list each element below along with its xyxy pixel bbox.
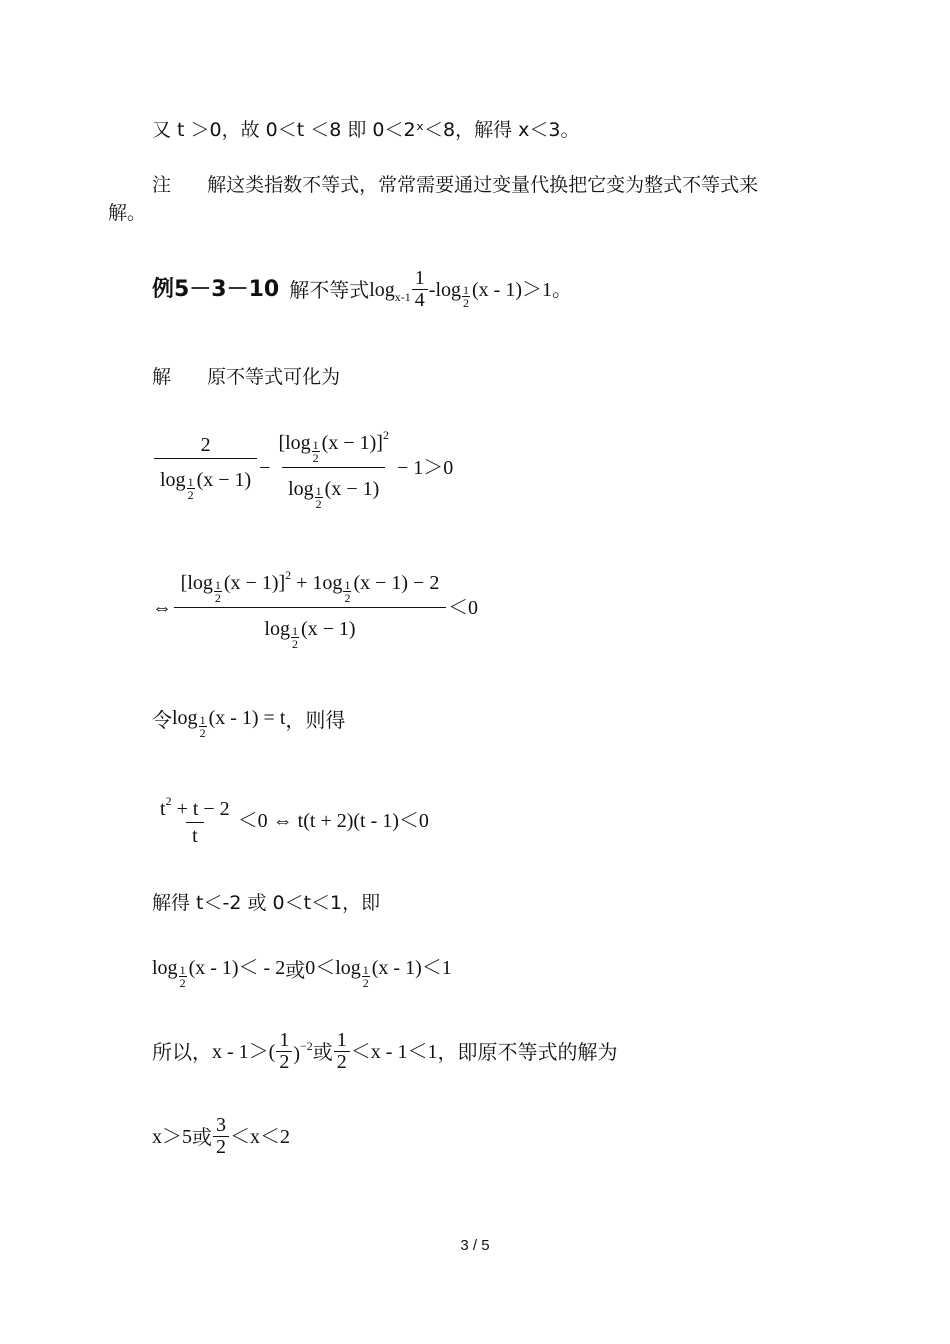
eq1-fraction-b: [log $\frac{1}{2}$ (x − 1)]$^2$ log $\frac{1}{2}$ (x − 1) (278, 428, 389, 511)
or-text-1: 或 (285, 957, 306, 982)
so-line: 所以， x - 1＞( $\frac{1}{2}$ )$^{-2}$ 或 $\frac{1}{2}$ ＜x - 1＜1 ，即原不等式的解为 (152, 1029, 618, 1073)
solve-text: 原不等式可化为 (207, 366, 341, 388)
eq3-fraction: $\frac{t^2 + t - 2}{t}$ (160, 794, 230, 847)
eq1-fraction-a: 2 log $\frac{1}{2}$ (x − 1) (154, 435, 257, 501)
namely-text: ，即原不等式的解为 (437, 1039, 618, 1064)
solve-label: 解 (152, 366, 172, 388)
so-text: 所以， (152, 1039, 212, 1064)
example-text: 解不等式 (289, 277, 370, 302)
equation-1: 2 log $\frac{1}{2}$ (x − 1) − [log $\frac{1}{2}$ (x − 1)]$^2$ log $\frac{1}{2}$ (x − 1) − 1＞0 (152, 425, 453, 510)
example-heading (152, 268, 572, 311)
then-text: ，则得 (285, 707, 346, 732)
example-formula: log x-1 $\frac{1}{4}$ -log 1 2 (x - 1)＞1。 (369, 267, 572, 311)
equation-3: $\frac{t^2 + t - 2}{t}$ ＜0 ⇔ t(t + 2)(t - 1)＜0 (152, 795, 429, 846)
note-line (152, 176, 758, 195)
eq2-fraction: [log $\frac{1}{2}$ (x − 1)]$^2$ + 1og $\frac{1}{2}$ (x − 1) − 2 log $\frac{1}{2}$ (x − 1) (174, 565, 446, 650)
or-text-3: 或 (192, 1124, 212, 1149)
final-answer: x＞5 或 $\frac{3}{2}$ ＜x＜2 (152, 1114, 290, 1158)
substitution-line: 令 log $\frac{1}{2}$ (x - 1) = t ，则得 (152, 707, 346, 740)
let-text: 令 (152, 707, 172, 732)
solve-line (152, 368, 340, 387)
note-label: 注 (152, 174, 172, 196)
note-continuation: 解。 (108, 202, 147, 224)
equation-2: ⇔ [log $\frac{1}{2}$ (x − 1)]$^2$ + 1og $\frac{1}{2}$ (x − 1) − 2 log $\frac{1}{2}$ (x − 1) ＜0 (152, 565, 478, 650)
equation-4: log $\frac{1}{2}$ (x - 1)＜ - 2 或 0＜log $\frac{1}{2}$ (x - 1)＜1 (152, 957, 452, 990)
note-text: 解这类指数不等式，常常需要通过变量代换把它变为整式不等式来 (207, 174, 759, 196)
page-number: 3 / 5 (460, 1237, 490, 1254)
text-line-1: 又 t ＞0，故 0＜t ＜8 即 0＜2ˣ＜8，解得 x＜3。 (152, 119, 580, 141)
or-text-2: 或 (312, 1039, 333, 1064)
result-line: 解得 t＜-2 或 0＜t＜1，即 (152, 892, 381, 914)
example-label: 例5－3－10 (152, 276, 280, 302)
